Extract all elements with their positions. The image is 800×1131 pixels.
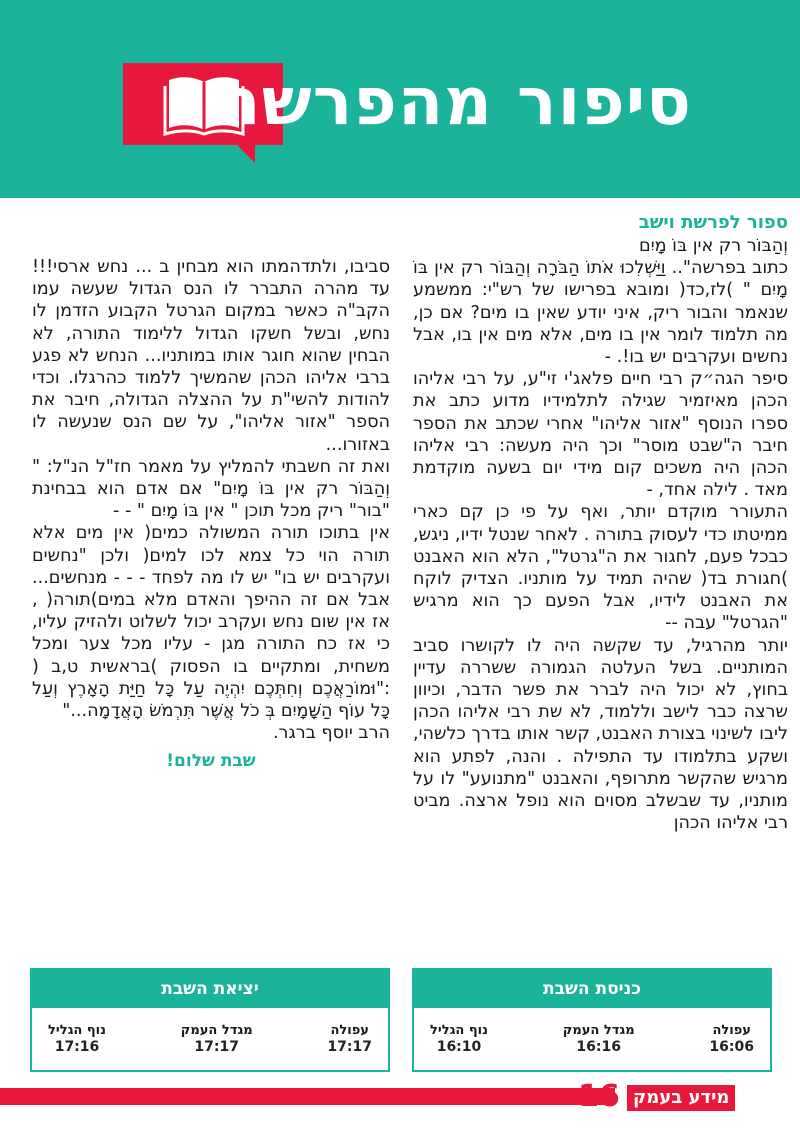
- page-number: 16: [578, 1079, 620, 1114]
- city-time-entry: [430, 1022, 488, 1056]
- section-title: ספור לפרשת וישב: [638, 212, 788, 233]
- author-line: הרב יוסף ברגר.: [272, 723, 390, 744]
- article-paragraph: התעורר מוקדם יותר, ואף על פי כן קם כארי ממיטתו כדי לעסוק בתורה . לאחר שנטל ידיו, ניגש, כבכל פעם, לחגור את ה"גרטל", הלא הוא האבנט )חגורת בד( שהיה תמיד על מותניו. הצדיק לוקח את האבנט לידיו, אבל הפעם כך הוא מרגיש "הגרטל" עבה --: [413, 502, 788, 634]
- city-time: 16:16: [576, 1039, 621, 1055]
- signoff: שבת שלום!: [166, 751, 256, 772]
- city-name: עפולה: [330, 1023, 369, 1038]
- city-name: מגדל העמק: [180, 1023, 253, 1038]
- candle-lighting-box: [412, 968, 772, 1072]
- city-time: 17:16: [54, 1039, 100, 1055]
- city-name: נוף הגליל: [430, 1023, 488, 1038]
- candle-lighting-title: כניסת השבת: [414, 970, 770, 1008]
- city-time: 16:06: [709, 1039, 754, 1055]
- footer-brand-name: מידע בעמק: [627, 1085, 735, 1111]
- city-time-entry: [709, 1022, 754, 1056]
- candle-lighting-times: [414, 1008, 770, 1056]
- city-name: מגדל העמק: [562, 1023, 635, 1038]
- article-column-right: [413, 211, 788, 834]
- shabbat-end-box: [30, 968, 390, 1072]
- article-paragraph: יותר מהרגיל, עד שקשה היה לו לקושרו סביב המותניים. בשל העלטה הגמורה ששררה עדיין בחוץ, לא יכול היה לברר את פשר הדבר, וכיוון שרצה כבר לישב וללמוד, לא שת רבי אליהו הכהן ליבו לשינוי בצורת האבנט, קשר אותו בדרך כלשהי, ושקע בתלמודו עד התפילה . והנה, לפתע הוא מרגיש שהקשר מתרופף, והאבנט "מתנועע" לו על מותניו, עד שבשלב מסוים הוא נופל ארצה. מביט רבי אליהו הכהן: [413, 635, 788, 834]
- city-time-entry: [563, 1022, 635, 1056]
- shabbat-end-title: יציאת השבת: [32, 970, 388, 1008]
- city-time-entry: [181, 1022, 253, 1056]
- article-paragraph: אין בתוכו תורה המשולה כמים( אין מים אלא תורה הוי כל צמא לכו למים( ולכן "נחשים ועקרבים יש בו" יש לו מה לפחד - - - מנחשים... אבל אם זה ההיפך והאדם מלא במים)תורה( , אז אין שום נחש ועקרב יכול לשלוט ולהזיק עליו, כי אז כח התורה מגן - עליו מכל צער ומכל משחית, ומתקיים בו הפסוק )בראשית ט,ב ( :"וּמוֹרַאֲכֶם וְחִתְּכֶם יִהְיֶה עַל כָּל חַיַּת הָאָרֶץ וְעַל כָּל עוֹף הַשָּׁמָיִם בְּ כֹל אֲשֶׁר תִּרְמֹשׂ הָאֲדָמָה...": [32, 523, 390, 722]
- logo-speech-tail: [235, 143, 255, 163]
- page-title: סיפור מהפרשה: [215, 63, 692, 140]
- article-paragraph: וְהַבּוֹר רק אין בּוֹ מָיִם: [639, 236, 788, 256]
- city-time-entry: [48, 1022, 106, 1056]
- article-paragraph: סביבו, ולתדהמתו הוא מבחין ב ... נחש ארסי!!! עד מהרה התברר לו הנס הגדול שעשה עמו הקב"ה כאשר במקום הגרטל הקבוע הזדמן לו נחש, ובשל חשקו הגדול ללימוד התורה, לא הבחין שהוא חוגר אותו במותניו... הנחש לא פגע ברבי אליהו הכהן שהמשיך ללמוד כהרגלו. וכדי להודות להשי"ת על ההצלה הגדולה, חיבר את הספר "אזור אליהו", על שם הנס שנעשה לו באזורו...: [32, 257, 390, 455]
- article-column-left: [32, 256, 390, 773]
- city-time-entry: [327, 1022, 372, 1056]
- city-name: נוף הגליל: [48, 1023, 106, 1038]
- shabbat-end-times: [32, 1008, 388, 1056]
- city-name: עפולה: [712, 1023, 751, 1038]
- header-banner: [0, 0, 800, 198]
- city-time: 17:17: [194, 1039, 239, 1055]
- article-paragraph: כתוב בפרשה".. וַיַּשְׁלִכוּ אֹתוֹ הַבֹּרָה וְהַבּוֹר רק אין בּוֹ מָיִם " )לז,כד( ומובא בפרישו של רש"י: ממשמע שנאמר והבור ריק, איני יודע שאין בו מים? אם כן, מה תלמוד לומר אין בו מים, אלא מים אין בו, אבל נחשים ועקרבים יש בו!. -: [413, 258, 788, 368]
- city-time: 16:10: [436, 1039, 482, 1055]
- article-paragraph: סיפר הגה״ק רבי חיים פלאג'י זי"ע, על רבי אליהו הכהן מאיזמיר שגילה לתלמידיו מדוע כתב את ספרו הנוסף "אזור אליהו" אחרי שכתב את הספר חיבר ה"שבט מוסר" וכך היה מעשה: רבי אליהו הכהן היה משכים קום מידי יום בשעה מוקדמת מאד . לילה אחד, -: [413, 369, 788, 501]
- city-time: 17:17: [327, 1039, 372, 1055]
- article-paragraph: ואת זה חשבתי להמליץ על מאמר חז"ל הנ"ל: " וְהַבּוֹר רק אין בּוֹ מָיִם" אם אדם הוא בבחינת "בור" ריק מכל תוכן " אין בּוֹ מָיִם " - -: [32, 456, 390, 522]
